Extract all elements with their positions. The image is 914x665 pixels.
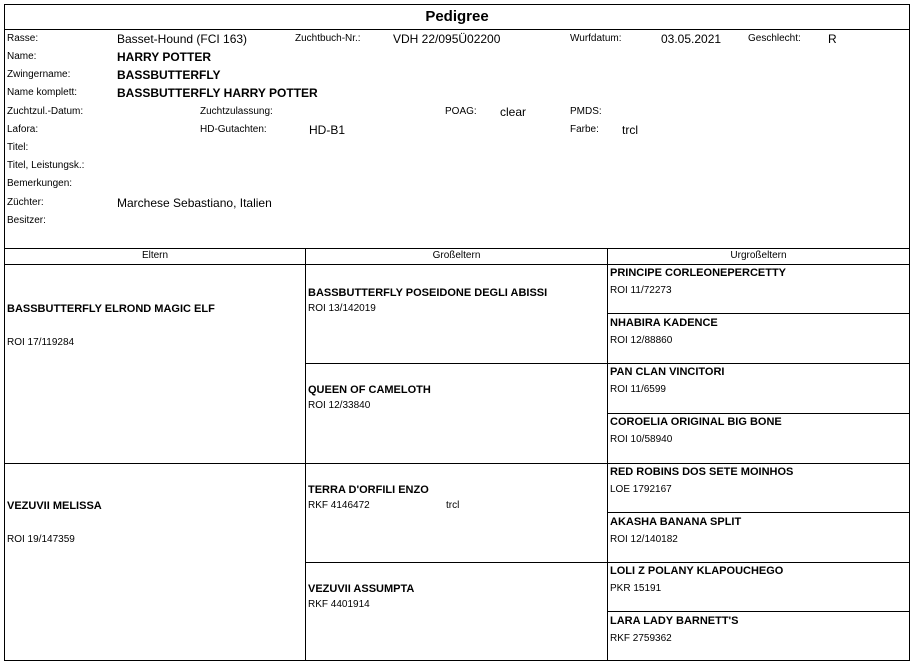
name-label: Name: — [7, 51, 37, 62]
lafora-label: Lafora: — [7, 124, 39, 135]
titel-label: Titel: — [7, 142, 29, 153]
geschlecht-value: R — [828, 32, 837, 46]
name-value: HARRY POTTER — [117, 50, 212, 64]
great-grandparent-cell — [608, 611, 909, 661]
great-grandparent-name: COROELIA ORIGINAL BIG BONE — [610, 416, 782, 428]
zuechter-label: Züchter: — [7, 197, 44, 208]
wurfdatum-label: Wurfdatum: — [570, 33, 622, 44]
great-grandparent-cell — [608, 413, 909, 463]
parent-cell-sire — [5, 264, 305, 463]
parent-name: BASSBUTTERFLY ELROND MAGIC ELF — [7, 303, 215, 315]
besitzer-label: Besitzer: — [7, 215, 46, 226]
grandparent-color: trcl — [446, 500, 460, 511]
great-grandparent-name: PRINCIPE CORLEONEPERCETTY — [610, 267, 787, 279]
name-komplett-label: Name komplett: — [7, 87, 78, 98]
titel-leistung-label: Titel, Leistungsk.: — [7, 160, 85, 171]
great-grandparent-cell — [608, 363, 909, 413]
great-grandparent-reg: ROI 12/88860 — [610, 335, 673, 346]
grandparent-reg: RKF 4146472 — [308, 500, 370, 511]
great-grandparent-name: PAN CLAN VINCITORI — [610, 366, 725, 378]
pedigree-sheet — [4, 4, 910, 661]
great-grandparent-name: LOLI Z POLANY KLAPOUCHEGO — [610, 565, 784, 577]
grandparent-cell — [306, 463, 607, 562]
great-grandparent-reg: ROI 10/58940 — [610, 434, 673, 445]
zwingername-value: BASSBUTTERFLY — [117, 68, 221, 82]
hd-label: HD-Gutachten: — [200, 124, 267, 135]
grandparent-name: TERRA D'ORFILI ENZO — [308, 484, 429, 496]
great-grandparent-reg: ROI 11/72273 — [610, 285, 672, 296]
great-grandparent-name: RED ROBINS DOS SETE MOINHOS — [610, 466, 794, 478]
grandparent-name: BASSBUTTERFLY POSEIDONE DEGLI ABISSI — [308, 287, 548, 299]
grandparent-name: VEZUVII ASSUMPTA — [308, 583, 415, 595]
farbe-value: trcl — [622, 123, 638, 137]
zuchtzul-datum-label: Zuchtzul.-Datum: — [7, 106, 84, 117]
header-grosseltern: Großeltern — [432, 250, 481, 261]
hd-value: HD-B1 — [309, 123, 346, 137]
header-urgrosseltern: Urgroßeltern — [730, 250, 787, 261]
farbe-label: Farbe: — [570, 124, 599, 135]
great-grandparent-cell — [608, 562, 909, 611]
bemerkungen-label: Bemerkungen: — [7, 178, 73, 189]
grandparent-name: QUEEN OF CAMELOTH — [308, 384, 431, 396]
grandparent-reg: ROI 12/33840 — [308, 400, 371, 411]
grandparent-cell — [306, 264, 607, 363]
great-grandparent-cell — [608, 512, 909, 562]
great-grandparent-name: NHABIRA KADENCE — [610, 317, 718, 329]
great-grandparent-reg: RKF 2759362 — [610, 633, 672, 644]
zuchtbuch-value: VDH 22/095Ü02200 — [393, 32, 501, 46]
pmds-label: PMDS: — [570, 106, 602, 117]
great-grandparent-cell — [608, 463, 909, 512]
name-komplett-value: BASSBUTTERFLY HARRY POTTER — [117, 86, 318, 100]
zuechter-value: Marchese Sebastiano, Italien — [117, 196, 272, 210]
great-grandparent-name: AKASHA BANANA SPLIT — [610, 516, 742, 528]
parent-name: VEZUVII MELISSA — [7, 500, 102, 512]
grandparent-cell — [306, 363, 607, 463]
zuchtbuch-label: Zuchtbuch-Nr.: — [295, 33, 361, 44]
rasse-label: Rasse: — [7, 33, 39, 44]
great-grandparent-cell — [608, 313, 909, 363]
great-grandparent-name: LARA LADY BARNETT'S — [610, 615, 739, 627]
rasse-value: Basset-Hound (FCI 163) — [117, 32, 248, 46]
grandparent-cell — [306, 562, 607, 661]
great-grandparent-reg: ROI 12/140182 — [610, 534, 678, 545]
geschlecht-label: Geschlecht: — [748, 33, 801, 44]
poag-value: clear — [500, 105, 527, 119]
zwingername-label: Zwingername: — [7, 69, 71, 80]
zuchtzulassung-label: Zuchtzulassung: — [200, 106, 273, 117]
grandparent-reg: RKF 4401914 — [308, 599, 370, 610]
grandparent-reg: ROI 13/142019 — [308, 303, 376, 314]
parent-reg: ROI 19/147359 — [7, 534, 75, 545]
wurfdatum-value: 03.05.2021 — [661, 32, 722, 46]
great-grandparent-cell — [608, 264, 909, 313]
great-grandparent-reg: ROI 11/6599 — [610, 384, 666, 395]
header-eltern: Eltern — [141, 250, 169, 261]
parent-reg: ROI 17/119284 — [7, 337, 75, 348]
page-title: Pedigree — [5, 5, 909, 30]
parent-cell-dam — [5, 463, 305, 661]
great-grandparent-reg: LOE 1792167 — [610, 484, 672, 495]
poag-label: POAG: — [445, 106, 477, 117]
great-grandparent-reg: PKR 15191 — [610, 583, 662, 594]
